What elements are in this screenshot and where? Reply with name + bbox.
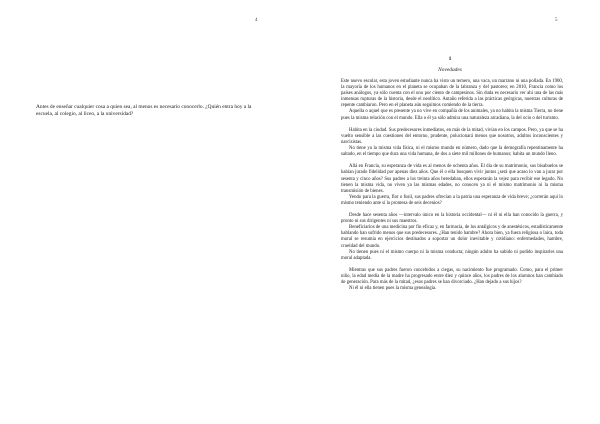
paragraph: No tienen pues ni el mismo cuerpo ni la misma conducta; ningún adulto ha sabido ni podido inspirarles una moral adaptada. <box>341 249 563 261</box>
paragraph: Desde hace sesenta años —intervalo único en la historia occidental— ni él ni ella han conocido la guerra, y pronto ni sus dirigentes ni sus maestros. <box>341 213 563 225</box>
body-text <box>341 79 563 292</box>
paragraph: No tiene ya la misma vida física, ni el mismo mundo en número, dado que la demografía repentinamente ha saltado, en el tiempo que dura una vida humana, de dos a siete mil millones de humanos; habita un mundo lleno. <box>341 146 563 158</box>
page-number-left: 4 <box>255 18 258 23</box>
paragraph: Yendo para la guerra, flor o fusil, sus padres ofrecían a la patria una esperanza de vida breve; ¿correrán aquí lo mismo teniendo ante sí la promesa de seis decenios? <box>341 194 563 206</box>
paragraph: Beneficiarios de una medicina por fin eficaz y, en farmacia, de los antálgicos y de anestésicos, estadísticamente hablando han sufrido menos que sus predecesores. ¿Han tenido hambre? Ahora bien, ya fuera religiosa o laica, toda moral se resumía en ejercicios destinados a soportar un dolor inevitable y cotidiano: enfermedades, hambre, crueldad del mundo. <box>341 225 563 249</box>
epigraph: Antes de enseñar cualquier cosa a quien sea, al menos es necesario conocerlo. ¿Quién entra hoy a la escuela, al colegio, al liceo, a la universidad? <box>36 104 252 118</box>
paragraph: Allá en Francia, su esperanza de vida es al menos de ochenta años. El día de su matrimonio, sus bisabuelos se habían jurado fidelidad por apenas diez años. Que él o ella busquen vivir juntos ¿será que acaso lo van a jurar por sesenta y cinco años? Sus padres a los treinta años heredaban, ellos esperarán la vejez para recibir ese legado. No tienen la misma vida, no viven ya las mismas edades, no conocen ya ni el mismo matrimonio ni la misma transmisión de bienes. <box>341 164 563 194</box>
paragraph: Ni él ni ella tienen pues la misma genealogía. <box>349 286 437 292</box>
paragraph: Mientras que sus padres fueron concebidos a ciegas, su nacimiento fue programado. Como, para el primer niño, la edad media de la madre ha progresado entre diez y quince años, los padres de los alumnos han cambiado de generación. Para más de la mitad, ¿esos padres se han divorciado. ¿Han dejado a sus hijos? <box>341 267 563 286</box>
page-number-right: 5 <box>555 18 558 23</box>
chapter-number: 1 <box>448 56 452 62</box>
paragraph: Este nuevo escolar, esta joven estudiante nunca ha visto un ternero, una vaca, un marrano ni una pollada. En 1900, la mayoría de los humanos en el planeta se ocupaban de la labranza y del pastoreo; en 2010, Francia como los países análogos, ya sólo cuenta con el uno por ciento de campesinos. Sin duda es necesario ver ahí una de las más inmensas rupturas de la historia, desde el neolítico. Antaño referida a las prácticas geórgicas, nuestras culturas de repente cambiaron. Pero en el planeta aún seguimos comiendo de la tierra. <box>341 79 563 109</box>
right-page <box>300 0 600 424</box>
paragraph: Habita en la ciudad. Sus predecesores inmediatos, en más de la mitad, vivían en los campos. Pero, ya que se ha vuelto sensible a las cuestiones del entorno, prudente, polucionará menos que nosotros, adultos inconscientes y narcisistas. <box>341 127 563 145</box>
paragraph: Aquella o aquel que es presente ya no vive en compañía de los animales, ya no habita la misma Tierra, no tiene pues la misma relación con el mundo. Ella o él ya sólo admira una naturaleza arcadiana, la del ocio o del turismo. <box>341 109 563 121</box>
chapter-title: Novedades <box>438 67 462 73</box>
